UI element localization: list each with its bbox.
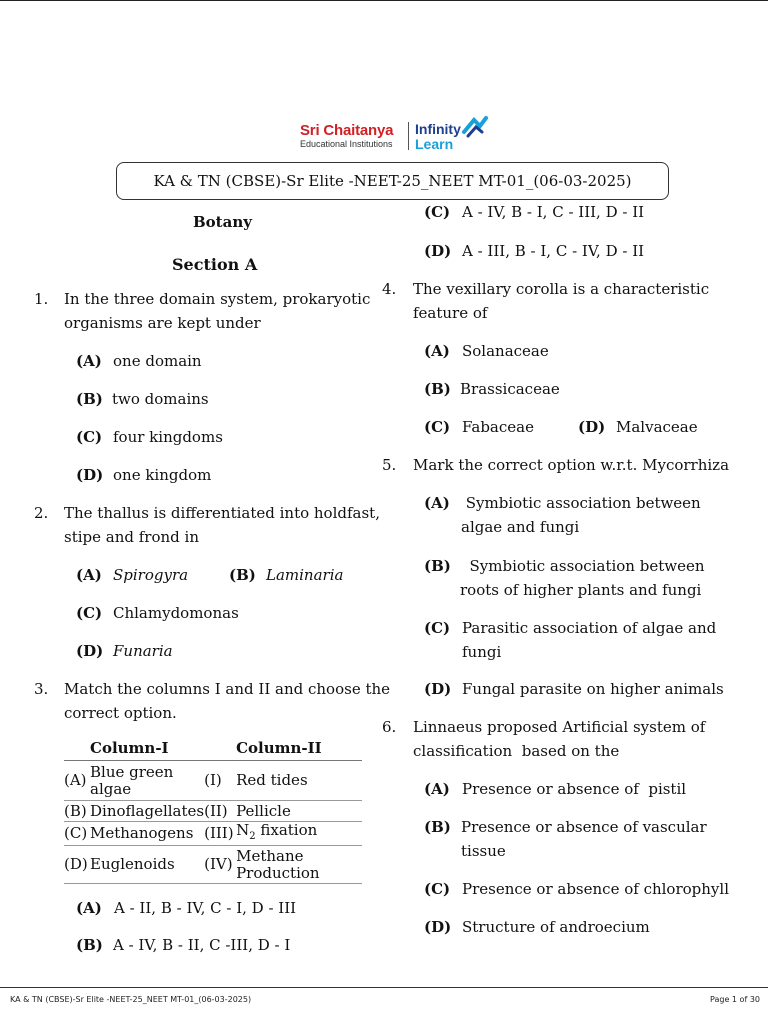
option-text: one domain <box>113 352 202 370</box>
option-label: (C) <box>424 880 451 898</box>
option-text: Presence or absence of chlorophyll <box>462 880 729 898</box>
option-text: A - III, B - I, C - IV, D - II <box>462 242 645 260</box>
option-text: one kingdom <box>113 466 212 484</box>
table-cell: (C) <box>64 822 90 846</box>
option-text: two domains <box>112 390 209 408</box>
option-label: (A) <box>76 899 102 917</box>
option-text: Structure of androecium <box>462 918 650 936</box>
option-label: (A) <box>424 342 450 360</box>
top-rule <box>0 0 768 1</box>
match-columns-table <box>64 736 362 884</box>
option-label: (C) <box>76 604 103 622</box>
option-text: Symbiotic association between <box>461 494 701 512</box>
table-cell: (IV) <box>204 846 236 884</box>
table-cell: (I) <box>204 761 236 801</box>
institution-logo <box>300 110 490 154</box>
option-label: (B) <box>76 390 103 408</box>
logo-subtitle: Educational Institutions <box>300 139 393 149</box>
table-cell: Blue green algae <box>90 761 204 801</box>
option-label: (B) <box>229 566 256 584</box>
question-text: The thallus is differentiated into holdfast, <box>64 504 380 522</box>
option-label: (A) <box>424 494 450 512</box>
option-text: Fabaceae <box>462 418 534 436</box>
option-text: Chlamydomonas <box>113 604 239 622</box>
question-number: 4. <box>382 280 397 298</box>
table-cell: Dinoflagellates <box>90 801 205 820</box>
option-label: (A) <box>76 566 102 584</box>
option-text: A - IV, B - II, C -III, D - I <box>113 936 291 954</box>
question-text: Mark the correct option w.r.t. Mycorrhiza <box>413 456 730 474</box>
table-cell: Red tides <box>236 761 362 801</box>
section-heading: Section A <box>172 255 258 274</box>
option-text: Fungal parasite on higher animals <box>462 680 724 698</box>
table-row <box>64 822 362 846</box>
table-row <box>64 801 362 822</box>
question-text: In the three domain system, prokaryotic <box>64 290 371 308</box>
column-header: Column-II <box>236 736 362 761</box>
table-cell: Euglenoids <box>90 846 204 884</box>
option-text: four kingdoms <box>113 428 223 446</box>
option-label: (B) <box>424 818 451 836</box>
option-label: (C) <box>424 418 451 436</box>
option-label: (D) <box>578 418 606 436</box>
option-text: Solanaceae <box>462 342 549 360</box>
option-text: Brassicaceae <box>460 380 560 398</box>
logo-infinity-text: Infinity <box>415 121 461 137</box>
table-cell: (D) <box>64 846 90 884</box>
option-label: (D) <box>424 680 452 698</box>
table-cell: $N_2$ fixation <box>236 822 362 846</box>
table-row <box>64 761 362 801</box>
question-number: 1. <box>34 290 49 308</box>
table-cell: (B) <box>64 801 90 822</box>
option-label: (D) <box>76 466 104 484</box>
option-text: A - II, B - IV, C - I, D - III <box>114 899 297 917</box>
option-label: (A) <box>76 352 102 370</box>
table-cell: Methane Production <box>236 846 362 884</box>
table-cell: (III) <box>204 822 236 846</box>
logo-brand-text: Sri Chaitanya <box>300 122 394 139</box>
question-text: organisms are kept under <box>64 314 261 332</box>
question-text: Match the columns I and II and choose the <box>64 680 391 698</box>
question-number: 2. <box>34 504 49 522</box>
table-cell: Methanogens <box>90 822 204 846</box>
option-label: (A) <box>424 780 450 798</box>
question-text: correct option. <box>64 704 177 722</box>
option-label: (D) <box>424 918 452 936</box>
option-label: (C) <box>424 619 451 637</box>
question-text: The vexillary corolla is a characteristic <box>413 280 710 298</box>
question-text: stipe and frond in <box>64 528 199 546</box>
option-text: Presence or absence of vascular <box>461 818 707 836</box>
question-text: classification based on the <box>413 742 620 760</box>
option-text: Laminaria <box>266 566 344 584</box>
table-cell: (II) <box>204 801 236 822</box>
option-label: (C) <box>76 428 103 446</box>
table-cell: Pellicle <box>236 801 362 822</box>
option-text: fungi <box>462 643 502 661</box>
option-text: Malvaceae <box>616 418 698 436</box>
option-text: A - IV, B - I, C - III, D - II <box>462 203 645 221</box>
option-text: roots of higher plants and fungi <box>460 581 702 599</box>
question-text: feature of <box>413 304 488 322</box>
footer-rule <box>0 987 768 988</box>
exam-title: KA & TN (CBSE)-Sr Elite -NEET-25_NEET MT-01_(06-03-2025) <box>153 172 632 190</box>
option-label: (B) <box>424 557 451 575</box>
option-text: Symbiotic association between <box>460 557 705 575</box>
footer-exam-title: KA & TN (CBSE)-Sr Elite -NEET-25_NEET MT-01_(06-03-2025) <box>10 995 252 1004</box>
option-label: (B) <box>76 936 103 954</box>
option-label: (C) <box>424 203 451 221</box>
question-number: 6. <box>382 718 397 736</box>
question-number: 5. <box>382 456 397 474</box>
option-text: tissue <box>461 842 506 860</box>
option-text: Spirogyra <box>113 566 189 584</box>
table-cell: (A) <box>64 761 90 801</box>
subject-heading: Botany <box>193 213 252 231</box>
table-header-row <box>64 736 362 761</box>
option-text: Presence or absence of pistil <box>462 780 687 798</box>
option-text: Funaria <box>113 642 173 660</box>
column-header: Column-I <box>90 736 204 761</box>
option-text: algae and fungi <box>461 518 580 536</box>
option-label: (D) <box>76 642 104 660</box>
logo-learn-text: Learn <box>415 136 454 152</box>
table-row <box>64 846 362 884</box>
logo-divider <box>408 122 409 150</box>
option-label: (D) <box>424 242 452 260</box>
exam-title-box <box>116 162 669 200</box>
infinity-arrow-icon <box>460 110 488 142</box>
option-label: (B) <box>424 380 451 398</box>
option-text: Parasitic association of algae and <box>462 619 717 637</box>
question-number: 3. <box>34 680 49 698</box>
question-text: Linnaeus proposed Artificial system of <box>413 718 706 736</box>
page-number: Page 1 of 30 <box>710 995 760 1004</box>
